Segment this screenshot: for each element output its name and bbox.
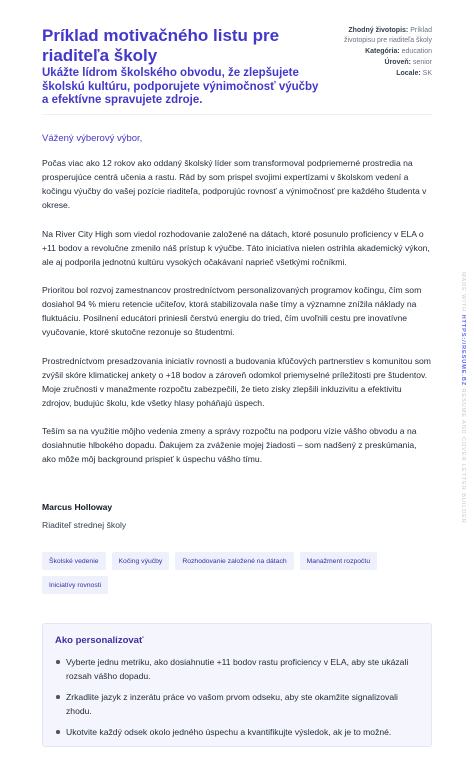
letter-paragraph: Počas viac ako 12 rokov ako oddaný školský líder som transformoval podpriemerné prostredia na prosperujúce centrá učenia a rastu. Rád by som prispel svojimi expertízami v školskom vedení a kočingu výučby do vašej pozície riaditeľa, podporujúc rovnosť a výnimočnosť pre každého študenta v okrese.: [42, 158, 427, 210]
header-divider: [42, 114, 432, 115]
personalization-item: Zrkadlite jazyk z inzerátu práce vo vašom prvom odseku, aby ste okamžite signalizovali zhodu.: [55, 690, 419, 718]
letter-paragraph: Prostredníctvom presadzovania iniciatív rovnosti a budovania kľúčových partnerstiev s komunitou som zvýšil skóre klimatickej ankety o +18 bodov a zároveň odomkol priemyselné príležitosti pre študentov. Moje zručnosti v manažmente rozpočtu zabezpečili, že tieto zisky zlepšili inkluzivitu a efektivitu zdrojov, budujúc školu, kde všetky hlasy poháňajú úspech.: [42, 355, 431, 408]
meta-category-row: [342, 47, 432, 57]
meta-level-label: Úroveň:: [384, 58, 411, 66]
letter-salutation: Vážený výberový výbor,: [42, 133, 143, 144]
meta-category-label: Kategória:: [365, 47, 400, 55]
skill-tag: Iniciatívy rovnosti: [42, 576, 108, 594]
skill-tag: Školské vedenie: [42, 552, 106, 570]
meta-locale-row: [342, 69, 432, 79]
signature-block: [42, 502, 432, 531]
personalization-item: Ukotvite každý odsek okolo jedného úspechu a kvantifikujte výsledok, ak je to možné.: [55, 725, 419, 739]
watermark-link[interactable]: HTTPS://RESUME.BZ: [460, 314, 466, 387]
signature-role: Riaditeľ strednej školy: [42, 520, 127, 530]
meta-match-row: [342, 26, 432, 45]
personalization-box: [42, 623, 432, 747]
skill-tag: Manažment rozpočtu: [300, 552, 377, 570]
page-title: Príklad motivačného listu pre riaditeľa školy: [42, 26, 280, 65]
meta-level-value: senior: [412, 58, 432, 66]
meta-match-label: Zhodný životopis:: [348, 27, 409, 34]
personalization-list: [55, 655, 419, 739]
meta-level-row: [342, 58, 432, 68]
meta-panel: [342, 26, 432, 80]
letter-paragraph: Na River City High som viedol rozhodovanie založené na dátach, ktoré posunulo proficiency v ELA o +11 bodov a revolučne zmenilo náš prístup k výučbe. Táto iniciatíva nielen ostrihla akademický výkon, ale aj podporila jednotnú kultúru vysokých očakávaní naprieč všetkými ročníkmi.: [42, 228, 430, 267]
letter-body: [42, 133, 432, 481]
meta-category-value: education: [401, 47, 432, 55]
personalization-item: Vyberte jednu metriku, ako dosiahnutie +11 bodov rastu proficiency v ELA, aby ste ukázali rozsah vášho dopadu.: [55, 655, 419, 683]
meta-locale-value: SK: [422, 69, 432, 77]
watermark-suffix: RESUME AND COVER LETTER BUILDER: [460, 388, 466, 524]
personalization-title: Ako personalizovať: [55, 635, 144, 646]
meta-locale-label: Locale:: [396, 69, 421, 77]
meta-match-value[interactable]: Príklad životopisu pre riaditeľa školy: [343, 27, 432, 44]
page-subtitle: Ukážte lídrom školského obvodu, že zlepšujete školskú kultúru, podporujete výnimočnosť výučby a efektívne spravujete zdroje.: [42, 67, 319, 106]
letter-paragraph: Prioritou bol rozvoj zamestnancov prostredníctvom personalizovaných programov kočingu, čím som dosiahol 94 % mieru retencie učiteľov, ktorá stabilizovala naše tímy a významne znížila náklady na fluktuáciu. Posilnení educátori priniesli čerstvú energiu do tried, čím uvoľnili cestu pre inovatívne vyučovanie, ktoré skutočne rezonuje so študentmi.: [42, 285, 422, 337]
skill-tag: Kočing výučby: [112, 552, 170, 570]
signature-name: Marcus Holloway: [42, 502, 113, 512]
skill-tag: Rozhodovanie založené na dátach: [175, 552, 293, 570]
letter-paragraph: Teším sa na využitie môjho vedenia zmeny a správy rozpočtu na podporu vízie vášho obvodu a na dosiahnutie hlbokého dopadu. Ďakujem za zváženie mojej žiadosti – som nadšený z preskúmania, ako môže môj background prispieť k úspechu vášho tímu.: [42, 426, 417, 464]
vertical-watermark: [457, 272, 466, 524]
watermark-prefix: MADE WITH: [460, 272, 466, 313]
skill-tags: [42, 552, 434, 594]
